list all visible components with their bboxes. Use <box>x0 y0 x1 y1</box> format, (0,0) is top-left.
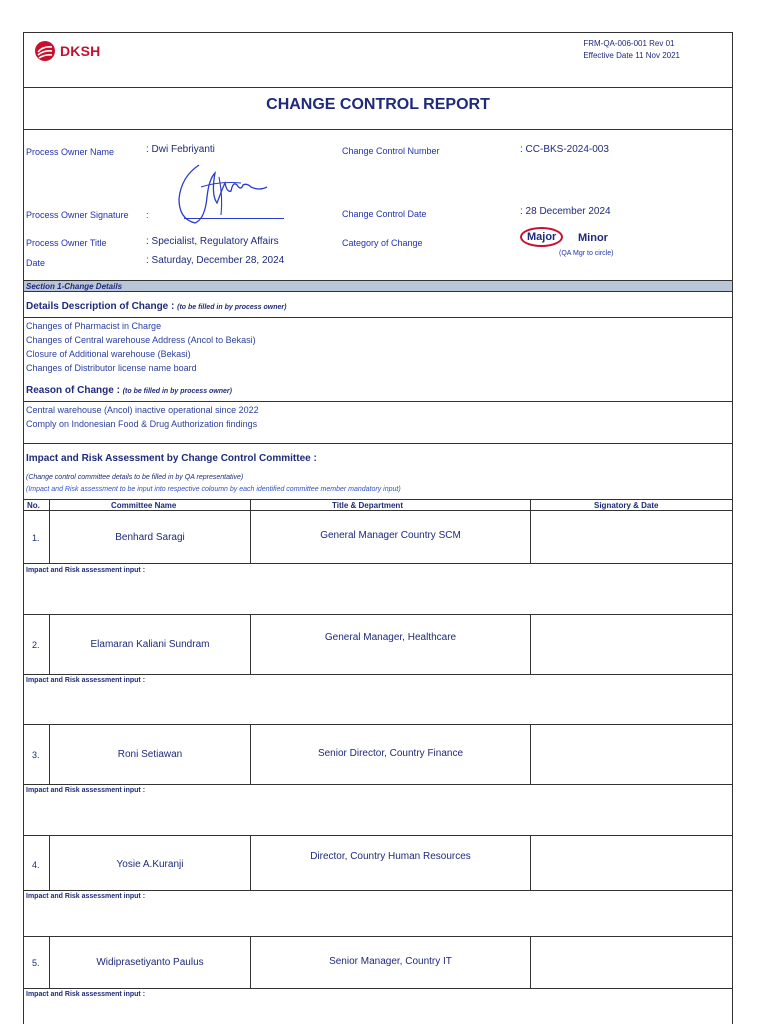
owner-title-label: Process Owner Title <box>26 238 107 248</box>
committee-name: Elamaran Kaliani Sundram <box>90 639 210 650</box>
col-divider <box>250 499 251 511</box>
col-divider <box>530 614 531 674</box>
details-line: Changes of Central warehouse Address (Ancol to Bekasi) <box>26 335 256 345</box>
col-divider <box>250 614 251 674</box>
reason-heading-text: Reason of Change : <box>26 385 120 396</box>
reason-heading <box>26 385 232 396</box>
divider <box>24 87 732 88</box>
col-no: No. <box>27 501 40 510</box>
col-divider <box>530 936 531 988</box>
impact-note-2: (Impact and Risk assessment to be input into respective coloumn by each identified committee member mandatory input) <box>26 486 401 493</box>
divider <box>24 674 732 675</box>
col-divider <box>530 724 531 784</box>
category-minor: Minor <box>578 232 608 244</box>
table-row <box>24 835 732 890</box>
table-row <box>24 936 732 988</box>
change-date-value: : 28 December 2024 <box>520 206 611 217</box>
committee-title: General Manager Country SCM <box>320 530 461 541</box>
impact-note-1: (Change control committee details to be filled in by QA representative) <box>26 474 244 481</box>
committee-name: Yosie A.Kuranji <box>116 859 184 870</box>
details-heading <box>26 301 286 312</box>
owner-signature-label: Process Owner Signature <box>26 210 129 220</box>
category-label: Category of Change <box>342 238 423 248</box>
impact-input-label: Impact and Risk assessment input : <box>26 991 146 998</box>
col-divider <box>530 511 531 563</box>
col-divider <box>49 499 50 511</box>
divider <box>24 317 732 318</box>
divider <box>24 401 732 402</box>
col-divider <box>530 835 531 890</box>
row-number: 4. <box>32 860 40 870</box>
owner-title-value: : Specialist, Regulatory Affairs <box>146 236 279 247</box>
row-number: 3. <box>32 750 40 760</box>
row-number: 1. <box>32 533 40 543</box>
handwritten-signature <box>171 157 291 227</box>
date-label: Date <box>26 258 46 268</box>
logo-text: DKSH <box>60 43 101 59</box>
category-major-circled: Major <box>520 227 563 247</box>
divider <box>24 443 732 444</box>
committee-title: Senior Director, Country Finance <box>317 748 464 759</box>
committee-table-header <box>24 499 732 511</box>
details-line: Closure of Additional warehouse (Bekasi) <box>26 349 191 359</box>
page-title: CHANGE CONTROL REPORT <box>266 96 490 113</box>
change-date-label: Change Control Date <box>342 209 427 219</box>
divider <box>24 988 732 989</box>
col-signatory-date: Signatory & Date <box>594 501 659 510</box>
row-number: 5. <box>32 958 40 968</box>
impact-input-label: Impact and Risk assessment input : <box>26 893 146 900</box>
col-divider <box>530 499 531 511</box>
reason-line: Central warehouse (Ancol) inactive operational since 2022 <box>26 405 259 415</box>
committee-name: Benhard Saragi <box>115 532 185 543</box>
divider <box>24 129 732 130</box>
committee-name: Widiprasetiyanto Paulus <box>96 957 204 968</box>
details-line: Changes of Pharmacist in Charge <box>26 321 162 331</box>
table-row <box>24 614 732 674</box>
details-heading-text: Details Description of Change : <box>26 301 175 312</box>
section-1-band <box>24 280 732 292</box>
impact-input-label: Impact and Risk assessment input : <box>26 677 146 684</box>
reason-line: Comply on Indonesian Food & Drug Authorization findings <box>26 419 258 429</box>
document-reference <box>583 38 680 62</box>
divider <box>24 784 732 785</box>
change-number-label: Change Control Number <box>342 146 440 156</box>
details-line: Changes of Distributor license name board <box>26 363 197 373</box>
owner-name-value: : Dwi Febriyanti <box>146 144 215 155</box>
committee-title: Senior Manager, Country IT <box>329 956 452 967</box>
change-number-value: : CC-BKS-2024-003 <box>520 144 609 155</box>
committee-title: General Manager, Healthcare <box>324 632 457 643</box>
reason-hint: (to be filled in by process owner) <box>122 388 232 395</box>
details-hint: (to be filled in by process owner) <box>177 304 287 311</box>
dksh-logo-icon <box>34 40 56 62</box>
owner-name-label: Process Owner Name <box>26 147 115 157</box>
col-divider <box>250 835 251 890</box>
signature-line <box>184 218 284 219</box>
form-number: FRM-QA-006-001 Rev 01 <box>583 39 675 48</box>
impact-input-label: Impact and Risk assessment input : <box>26 567 146 574</box>
change-control-form <box>23 32 733 1024</box>
divider <box>24 890 732 891</box>
section-1-title: Section 1-Change Details <box>26 282 123 291</box>
table-row <box>24 511 732 563</box>
category-note: (QA Mgr to circle) <box>559 250 614 257</box>
impact-heading: Impact and Risk Assessment by Change Control Committee : <box>26 453 317 464</box>
row-number: 2. <box>32 640 40 650</box>
owner-signature-colon: : <box>146 210 149 220</box>
committee-name: Roni Setiawan <box>117 749 183 760</box>
effective-date: Effective Date 11 Nov 2021 <box>583 51 680 60</box>
dksh-logo <box>34 40 100 62</box>
table-row <box>24 724 732 784</box>
col-title-department: Title & Department <box>332 501 403 510</box>
impact-input-label: Impact and Risk assessment input : <box>26 787 146 794</box>
divider <box>24 563 732 564</box>
committee-title: Director, Country Human Resources <box>310 851 471 862</box>
date-value: : Saturday, December 28, 2024 <box>146 255 285 266</box>
col-committee-name: Committee Name <box>111 501 177 510</box>
